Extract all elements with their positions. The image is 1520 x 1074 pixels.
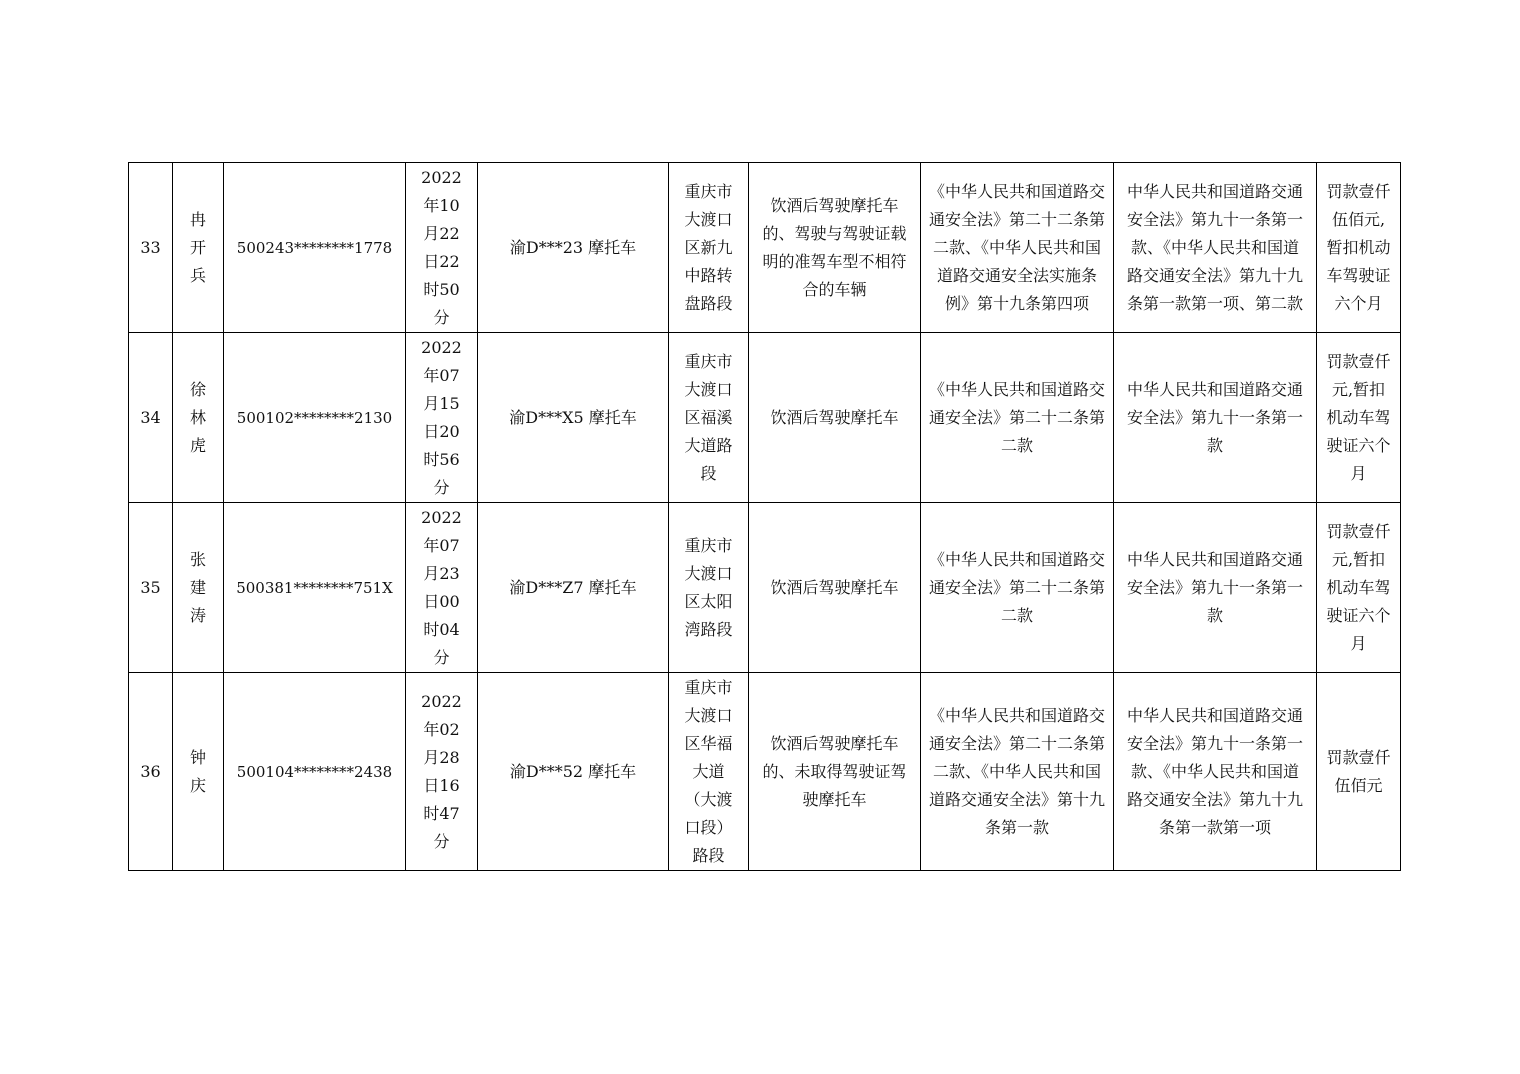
id-number: 500243********1778 [236,238,393,257]
act-cell [749,503,921,673]
id-cell [224,673,406,871]
violation-time: 2022年02月28日16时47分 [421,691,462,851]
violation-act: 饮酒后驾驶摩托车 [770,577,899,597]
violated-provision: 《中华人民共和国道路交通安全法》第二十二条第二款 [928,549,1105,625]
violation-act: 饮酒后驾驶摩托车的、未取得驾驶证驾驶摩托车 [762,733,907,809]
name-cell [173,673,224,871]
table-row [129,163,1401,333]
id-cell [224,503,406,673]
violated-provision: 《中华人民共和国道路交通安全法》第二十二条第二款、《中华人民共和国道路交通安全法》第十九条第一款 [928,705,1105,837]
record-number-cell [129,673,173,871]
penalty-records-table [128,162,1401,871]
violation-location: 重庆市大渡口区新九中路转盘路段 [684,181,733,313]
time-cell [406,333,478,503]
penalty-basis: 中华人民共和国道路交通安全法》第九十一条第一款、《中华人民共和国道路交通安全法》第九十九条第一款第一项、第二款 [1126,181,1303,313]
record-number: 35 [140,577,161,597]
place-cell [669,333,749,503]
person-name: 徐林虎 [189,379,206,455]
violation-time: 2022年07月23日00时04分 [421,507,462,667]
time-cell [406,163,478,333]
act-cell [749,673,921,871]
plate-cell [478,503,669,673]
penalty-cell [1317,503,1401,673]
record-number-cell [129,503,173,673]
penalty-decision: 罚款壹仟伍佰元,暂扣机动车驾驶证六个月 [1326,181,1391,313]
plate-cell [478,333,669,503]
act-cell [749,163,921,333]
violation-time: 2022年10月22日22时50分 [421,167,462,327]
law-cell [1114,163,1317,333]
place-cell [669,503,749,673]
penalty-basis: 中华人民共和国道路交通安全法》第九十一条第一款 [1126,549,1303,625]
violated-provision: 《中华人民共和国道路交通安全法》第二十二条第二款、《中华人民共和国道路交通安全法实施条例》第十九条第四项 [928,181,1105,313]
violation-time: 2022年07月15日20时56分 [421,337,462,497]
id-cell [224,333,406,503]
plate-cell [478,673,669,871]
record-number: 33 [140,237,161,257]
time-cell [406,503,478,673]
law-cell [1114,333,1317,503]
act-cell [749,333,921,503]
penalty-cell [1317,333,1401,503]
penalty-basis: 中华人民共和国道路交通安全法》第九十一条第一款 [1126,379,1303,455]
basis-cell [921,503,1114,673]
record-number: 34 [140,407,161,427]
table-row [129,503,1401,673]
penalty-basis: 中华人民共和国道路交通安全法》第九十一条第一款、《中华人民共和国道路交通安全法》第九十九条第一款第一项 [1126,705,1303,837]
record-number: 36 [140,761,161,781]
person-name: 张建涛 [189,549,206,625]
basis-cell [921,673,1114,871]
penalty-decision: 罚款壹仟伍佰元 [1326,747,1391,795]
name-cell [173,333,224,503]
name-cell [173,503,224,673]
table-row [129,673,1401,871]
id-number: 500102********2130 [236,408,393,427]
penalty-decision: 罚款壹仟元,暂扣机动车驾驶证六个月 [1326,351,1391,483]
vehicle-plate: 渝D***23 摩托车 [509,237,637,257]
basis-cell [921,333,1114,503]
vehicle-plate: 渝D***Z7 摩托车 [509,577,637,597]
name-cell [173,163,224,333]
penalty-decision: 罚款壹仟元,暂扣机动车驾驶证六个月 [1326,521,1391,653]
violation-location: 重庆市大渡口区太阳湾路段 [684,535,733,639]
record-number-cell [129,163,173,333]
id-number: 500381********751X [236,578,393,597]
law-cell [1114,503,1317,673]
penalty-cell [1317,673,1401,871]
plate-cell [478,163,669,333]
violation-location: 重庆市大渡口区华福大道（大渡口段）路段 [684,677,733,865]
penalty-cell [1317,163,1401,333]
basis-cell [921,163,1114,333]
person-name: 冉开兵 [189,209,206,285]
violation-location: 重庆市大渡口区福溪大道路段 [684,351,733,483]
id-number: 500104********2438 [236,762,393,781]
table-row [129,333,1401,503]
violated-provision: 《中华人民共和国道路交通安全法》第二十二条第二款 [928,379,1105,455]
place-cell [669,673,749,871]
vehicle-plate: 渝D***52 摩托车 [509,761,637,781]
place-cell [669,163,749,333]
violation-act: 饮酒后驾驶摩托车 [770,407,899,427]
violation-act: 饮酒后驾驶摩托车的、驾驶与驾驶证载明的准驾车型不相符合的车辆 [762,195,907,299]
record-number-cell [129,333,173,503]
time-cell [406,673,478,871]
id-cell [224,163,406,333]
vehicle-plate: 渝D***X5 摩托车 [509,407,637,427]
law-cell [1114,673,1317,871]
person-name: 钟庆 [189,747,206,795]
